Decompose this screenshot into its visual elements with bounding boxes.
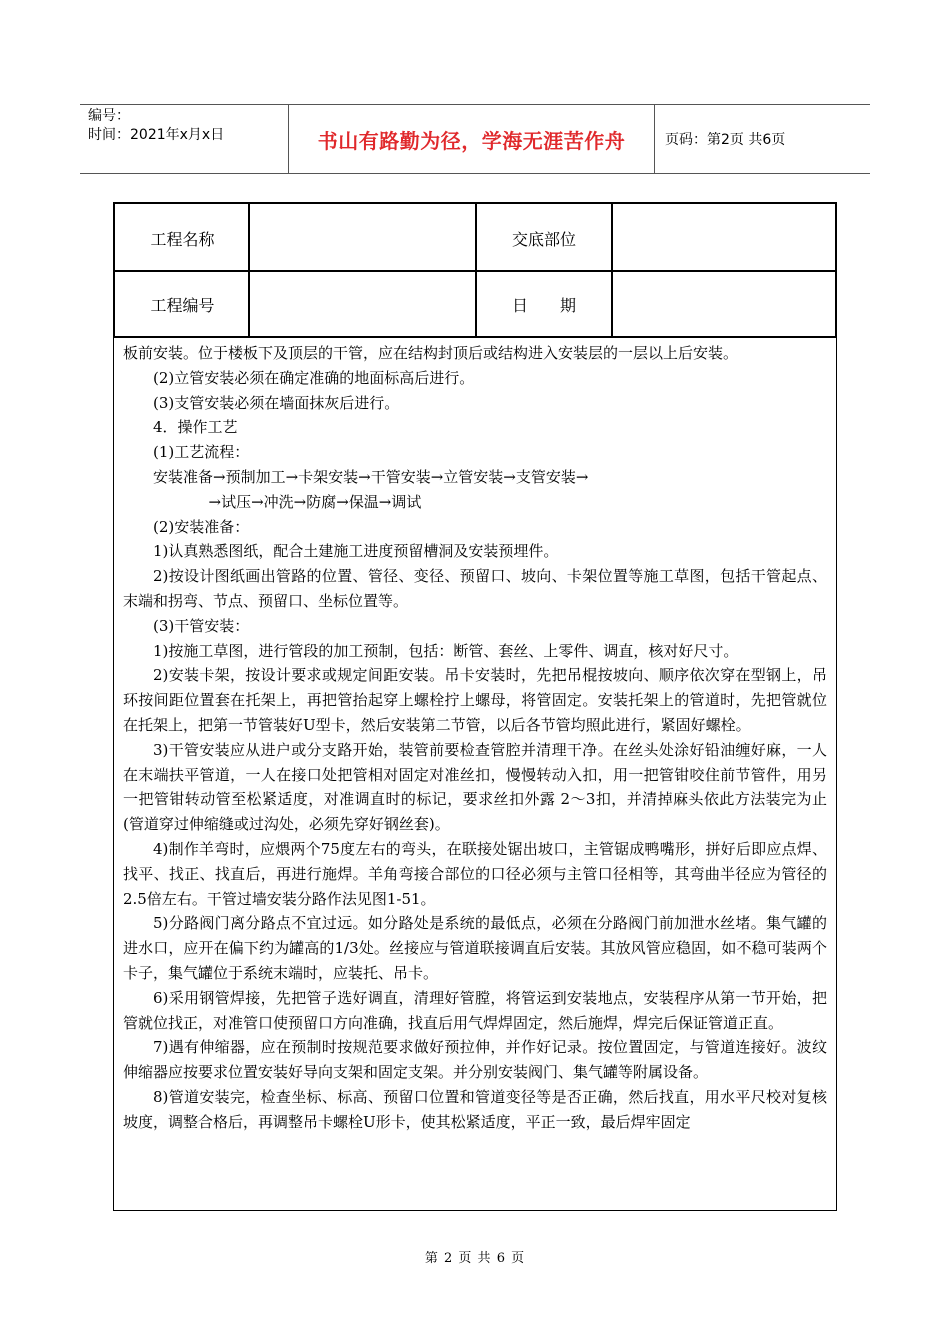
project-info-table xyxy=(113,202,837,338)
paragraph: 2)安装卡架，按设计要求或规定间距安装。吊卡安装时，先把吊棍按坡向、顺序依次穿在型钢上，吊环按间距位置套在托架上，再把管抬起穿上螺栓拧上螺母，将管固定。安装托架上的管道时，先把管就位在托架上，把第一节管装好U型卡，然后安装第二节管，以后各节管均照此进行，紧固好螺栓。 xyxy=(123,666,827,734)
project-name-value[interactable] xyxy=(250,204,475,272)
process-flow: →试压→冲洗→防腐→保温→调试 xyxy=(208,492,422,511)
header-page-code: 页码：第2页 共6页 xyxy=(665,132,786,148)
handover-part-value[interactable] xyxy=(613,204,835,272)
paragraph: 8)管道安装完，检查坐标、标高、预留口位置和管道变径等是否正确，然后找直，用水平尺校对复核坡度，调整合格后，再调整吊卡螺栓U形卡，使其松紧适度，平正一致，最后焊牢固定 xyxy=(123,1087,827,1131)
page-footer: 第 2 页 共 6 页 xyxy=(424,1251,526,1266)
paragraph: (3)干管安装： xyxy=(153,616,250,635)
project-number-value[interactable] xyxy=(250,272,475,336)
section-heading: 4．操作工艺 xyxy=(153,418,238,437)
paragraph: (3)支管安装必须在墙面抹灰后进行。 xyxy=(153,393,400,412)
document-time-label: 时间：2021年x月x日 xyxy=(88,127,225,143)
paragraph: 6)采用钢管焊接，先把管子选好调直，清理好管膛，将管运到安装地点，安装程序从第一节开始，把管就位找正，对准管口使预留口方向准确，找直后用气焊焊固定，然后施焊，焊完后保证管道正直。 xyxy=(123,988,827,1032)
paragraph: 7)遇有伸缩器，应在预制时按规范要求做好预拉伸，并作好记录。按位置固定，与管道连接好。波纹伸缩器应按要求位置安装好导向支架和固定支架。并分别安装阀门、集气罐等附属设备。 xyxy=(123,1038,827,1082)
content-text xyxy=(123,341,827,1135)
paragraph: 2)按设计图纸画出管路的位置、管径、变径、预留口、坡向、卡架位置等施工草图，包括干管起点、末端和拐弯、节点、预留口、坐标位置等。 xyxy=(123,567,827,610)
paragraph: 1)按施工草图，进行管段的加工预制，包括：断管、套丝、上零件、调直，核对好尺寸。 xyxy=(153,641,739,660)
project-number-label: 工程编号 xyxy=(150,295,215,315)
paragraph: 3)干管安装应从进户或分支路开始，装管前要检查管腔并清理干净。在丝头处涂好铅油缠好麻，一人在末端扶平管道，一人在接口处把管相对固定对准丝扣，慢慢转动入扣，用一把管钳咬住前节管件，用另一把管钳转动管至松紧适度，对准调直时的标记，要求丝扣外露 2～3扣，并清掉麻头依此方法装完为止(管道穿过伸缩缝或过沟处，必须先穿好钢丝套)。 xyxy=(123,740,827,834)
paragraph: 1)认真熟悉图纸，配合土建施工进度预留槽洞及安装预埋件。 xyxy=(153,542,559,561)
project-name-label: 工程名称 xyxy=(150,229,215,249)
paragraph: (2)安装准备： xyxy=(153,517,250,536)
header-meta xyxy=(88,107,224,145)
content-box xyxy=(113,336,837,1211)
process-flow: 安装准备→预制加工→卡架安装→干管安装→立管安装→支管安装→ xyxy=(153,467,589,486)
page-header xyxy=(80,104,870,174)
paragraph: 4)制作羊弯时，应煨两个75度左右的弯头，在联接处锯出坡口，主管锯成鸭嘴形，拼好后即应点焊、找平、找正、找直后，再进行施焊。羊角弯接合部位的口径必须与主管口径相等，其弯曲半径应为管径的2.5倍左右。干管过墙安装分路作法见图1-51。 xyxy=(123,839,827,908)
paragraph: 5)分路阀门离分路点不宜过远。如分路处是系统的最低点，必须在分路阀门前加泄水丝堵。集气罐的进水口，应开在偏下约为罐高的1/3处。丝接应与管道联接调直后安装。其放风管应稳固，如不稳可装两个卡子，集气罐位于系统末端时，应装托、吊卡。 xyxy=(123,914,827,982)
document-number-label: 编号： xyxy=(88,108,130,124)
date-label: 日 期 xyxy=(511,295,576,315)
paragraph: (1)工艺流程： xyxy=(153,443,250,462)
paragraph: (2)立管安装必须在确定准确的地面标高后进行。 xyxy=(153,368,475,387)
date-value[interactable] xyxy=(613,272,835,336)
paragraph: 板前安装。位于楼板下及顶层的干管，应在结构封顶后或结构进入安装层的一层以上后安装。 xyxy=(123,344,739,362)
header-motto: 书山有路勤为径，学海无涯苦作舟 xyxy=(317,128,626,153)
header-divider xyxy=(654,105,655,173)
handover-part-label: 交底部位 xyxy=(511,229,576,249)
